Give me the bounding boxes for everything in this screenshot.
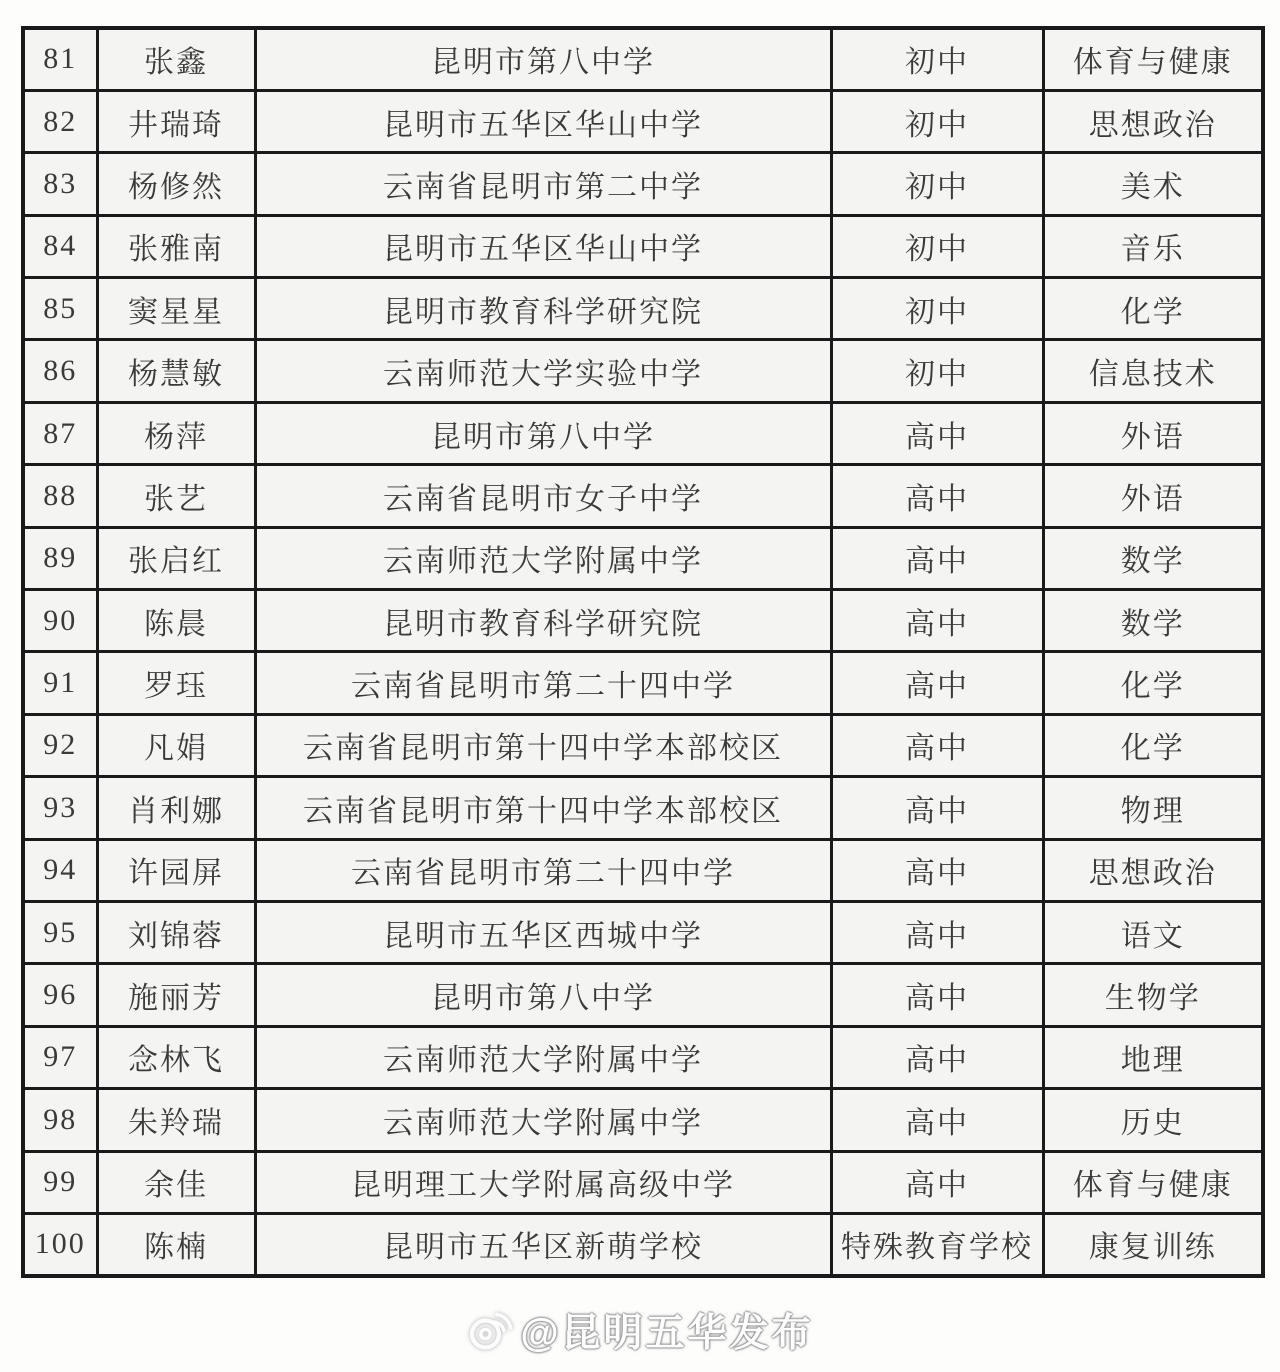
cell-school: 云南省昆明市第二十四中学 [255,839,831,901]
table-row [23,402,1263,464]
cell-subject: 信息技术 [1043,340,1263,402]
cell-name: 肖利娜 [97,777,255,839]
watermark-text: @昆明五华发布 [520,1312,814,1355]
cell-level: 高中 [831,714,1043,776]
cell-school: 昆明市第八中学 [255,964,831,1026]
table-row [23,777,1263,839]
cell-subject: 体育与健康 [1043,1151,1263,1213]
cell-level: 初中 [831,90,1043,152]
cell-name: 张启红 [97,527,255,589]
table-row [23,28,1263,90]
weibo-eye-icon [466,1307,512,1353]
cell-number: 81 [23,28,97,90]
cell-level: 初中 [831,340,1043,402]
cell-level: 初中 [831,215,1043,277]
cell-number: 86 [23,340,97,402]
cell-subject: 外语 [1043,402,1263,464]
cell-school: 云南省昆明市第二十四中学 [255,652,831,714]
table-row [23,340,1263,402]
cell-name: 朱羚瑞 [97,1089,255,1151]
cell-level: 高中 [831,465,1043,527]
cell-subject: 地理 [1043,1026,1263,1088]
cell-subject: 体育与健康 [1043,28,1263,90]
cell-level: 高中 [831,527,1043,589]
table-row [23,1026,1263,1088]
table-row [23,1213,1263,1275]
cell-school: 昆明市五华区华山中学 [255,215,831,277]
cell-level: 高中 [831,839,1043,901]
cell-school: 昆明市五华区华山中学 [255,90,831,152]
teacher-table-body [23,28,1263,1276]
cell-name: 余佳 [97,1151,255,1213]
cell-number: 97 [23,1026,97,1088]
cell-school: 昆明市教育科学研究院 [255,590,831,652]
cell-number: 83 [23,153,97,215]
cell-subject: 康复训练 [1043,1213,1263,1275]
cell-name: 张雅南 [97,215,255,277]
cell-name: 罗珏 [97,652,255,714]
cell-school: 云南师范大学附属中学 [255,1026,831,1088]
table-row [23,465,1263,527]
cell-subject: 化学 [1043,278,1263,340]
table-row [23,590,1263,652]
teacher-roster-table [21,26,1265,1278]
table-row [23,652,1263,714]
cell-school: 云南师范大学实验中学 [255,340,831,402]
cell-school: 云南省昆明市第二中学 [255,153,831,215]
cell-number: 87 [23,402,97,464]
cell-subject: 生物学 [1043,964,1263,1026]
cell-school: 昆明理工大学附属高级中学 [255,1151,831,1213]
table-row [23,90,1263,152]
cell-school: 昆明市五华区新萌学校 [255,1213,831,1275]
cell-school: 云南省昆明市第十四中学本部校区 [255,777,831,839]
table-row [23,278,1263,340]
cell-subject: 数学 [1043,590,1263,652]
table-row [23,964,1263,1026]
cell-name: 杨萍 [97,402,255,464]
cell-subject: 音乐 [1043,215,1263,277]
cell-number: 88 [23,465,97,527]
cell-name: 陈楠 [97,1213,255,1275]
cell-subject: 语文 [1043,901,1263,963]
cell-number: 92 [23,714,97,776]
cell-number: 85 [23,278,97,340]
cell-number: 95 [23,901,97,963]
cell-subject: 化学 [1043,714,1263,776]
cell-number: 94 [23,839,97,901]
table-row [23,714,1263,776]
cell-level: 初中 [831,28,1043,90]
cell-school: 云南省昆明市第十四中学本部校区 [255,714,831,776]
cell-name: 张艺 [97,465,255,527]
cell-number: 89 [23,527,97,589]
cell-school: 昆明市五华区西城中学 [255,901,831,963]
cell-subject: 外语 [1043,465,1263,527]
table-row [23,153,1263,215]
cell-number: 93 [23,777,97,839]
cell-level: 高中 [831,964,1043,1026]
cell-school: 昆明市第八中学 [255,28,831,90]
table-row [23,839,1263,901]
cell-name: 杨修然 [97,153,255,215]
cell-level: 特殊教育学校 [831,1213,1043,1275]
cell-level: 高中 [831,1151,1043,1213]
cell-number: 91 [23,652,97,714]
cell-number: 99 [23,1151,97,1213]
cell-level: 高中 [831,590,1043,652]
cell-school: 云南师范大学附属中学 [255,1089,831,1151]
table-row [23,527,1263,589]
cell-school: 云南师范大学附属中学 [255,527,831,589]
cell-subject: 历史 [1043,1089,1263,1151]
cell-subject: 化学 [1043,652,1263,714]
cell-number: 96 [23,964,97,1026]
table-row [23,901,1263,963]
cell-level: 高中 [831,1026,1043,1088]
cell-name: 陈晨 [97,590,255,652]
cell-number: 84 [23,215,97,277]
watermark [466,1302,813,1358]
cell-name: 张鑫 [97,28,255,90]
cell-level: 高中 [831,1089,1043,1151]
cell-subject: 思想政治 [1043,839,1263,901]
cell-subject: 物理 [1043,777,1263,839]
table-row [23,215,1263,277]
cell-name: 井瑞琦 [97,90,255,152]
cell-name: 凡娟 [97,714,255,776]
cell-name: 窦星星 [97,278,255,340]
cell-level: 高中 [831,402,1043,464]
cell-number: 82 [23,90,97,152]
cell-name: 许园屏 [97,839,255,901]
cell-number: 90 [23,590,97,652]
cell-level: 高中 [831,652,1043,714]
cell-subject: 思想政治 [1043,90,1263,152]
cell-name: 念林飞 [97,1026,255,1088]
cell-school: 昆明市教育科学研究院 [255,278,831,340]
cell-subject: 数学 [1043,527,1263,589]
cell-name: 杨慧敏 [97,340,255,402]
table-row [23,1151,1263,1213]
cell-level: 高中 [831,901,1043,963]
cell-level: 初中 [831,278,1043,340]
cell-level: 初中 [831,153,1043,215]
cell-number: 98 [23,1089,97,1151]
cell-number: 100 [23,1213,97,1275]
cell-level: 高中 [831,777,1043,839]
cell-name: 施丽芳 [97,964,255,1026]
cell-school: 昆明市第八中学 [255,402,831,464]
cell-subject: 美术 [1043,153,1263,215]
table-row [23,1089,1263,1151]
cell-name: 刘锦蓉 [97,901,255,963]
cell-school: 云南省昆明市女子中学 [255,465,831,527]
